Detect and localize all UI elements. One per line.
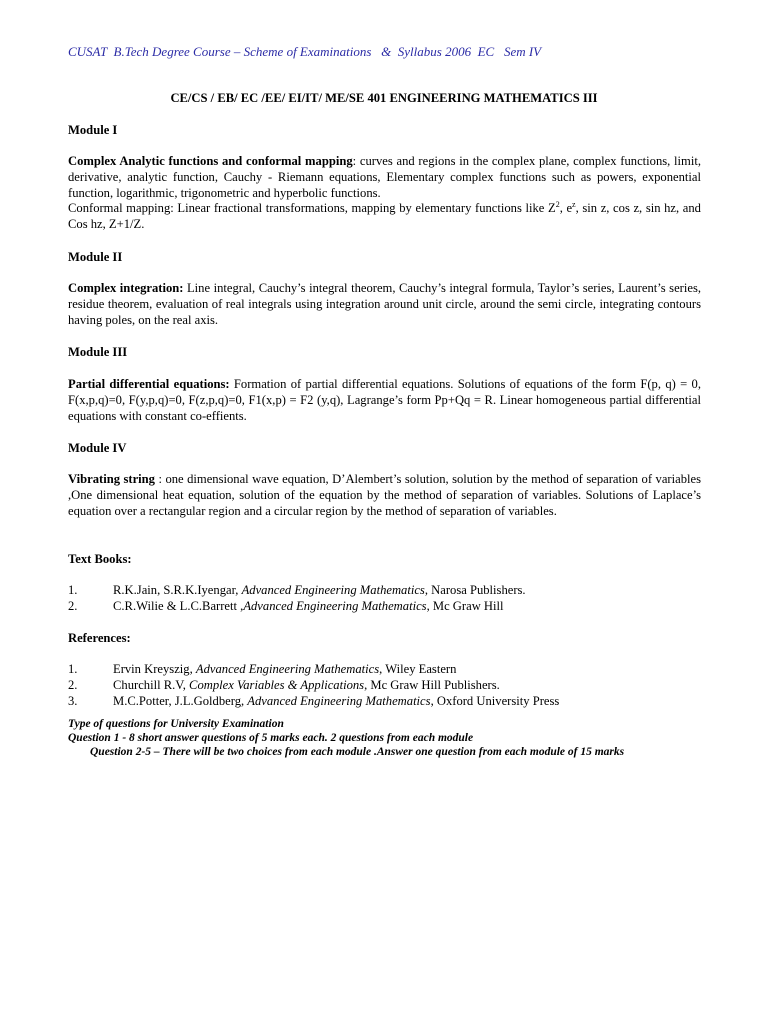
list-item — [68, 662, 701, 678]
module-2-heading: Module II — [68, 250, 123, 264]
exam-question-2-5: Question 2-5 – There will be two choices from each module .Answer one question from each module of 15 marks — [90, 746, 625, 758]
references-list — [68, 662, 701, 709]
list-item-number: 2. — [68, 598, 78, 613]
list-item-number: 1. — [68, 583, 78, 597]
text-books-list — [68, 583, 701, 615]
module-4-body — [68, 472, 701, 519]
module-1-sup-z: z — [572, 200, 576, 210]
module-2-topic: Complex integration: — [68, 281, 184, 295]
module-1-topic: Complex Analytic functions and conformal mapping — [68, 154, 353, 168]
list-item-number: 1. — [68, 662, 78, 676]
book-publisher: , Narosa Publishers. — [424, 583, 526, 597]
list-item — [68, 694, 701, 710]
book-title: Advanced Engineering Mathematics — [243, 598, 427, 613]
module-1-text: : curves and regions in the complex plane, complex functions, limit, derivative, analytic function, Cauchy - Riemann equations, Elementary complex functions such as powers, exponential function, logarithmic, trigonometric and hyperbolic functions. — [68, 154, 701, 200]
module-2-body — [68, 281, 701, 328]
exam-info — [68, 717, 748, 759]
list-item-body — [113, 662, 456, 678]
book-title: Complex Variables & Applications — [189, 677, 365, 692]
module-3-body — [68, 377, 701, 424]
list-item — [68, 678, 701, 694]
book-authors: R.K.Jain, S.R.K.Iyengar, — [113, 583, 242, 597]
list-item-body — [113, 694, 559, 710]
course-title: CE/CS / EB/ EC /EE/ EI/IT/ ME/SE 401 ENGINEERING MATHEMATICS III — [170, 91, 598, 105]
module-1-sup-2: 2 — [555, 200, 560, 210]
module-3-heading: Module III — [68, 345, 128, 359]
book-publisher: , Mc Graw Hill — [426, 598, 504, 613]
module-1-conformal-mid: , e — [559, 201, 573, 216]
book-title: Advanced Engineering Mathematics — [241, 583, 425, 597]
list-item-body — [113, 583, 526, 599]
book-authors: Ervin Kreyszig, — [113, 662, 196, 676]
list-item-body — [113, 678, 500, 694]
book-title: Advanced Engineering Mathematics — [195, 662, 380, 676]
book-authors: M.C.Potter, J.L.Goldberg, — [113, 693, 248, 708]
exam-question-1: Question 1 - 8 short answer questions of 5 marks each. 2 questions from each module — [68, 732, 474, 744]
book-publisher: , Oxford University Press — [430, 693, 560, 708]
module-1-heading: Module I — [68, 123, 118, 137]
module-3-topic: Partial differential equations: — [68, 377, 230, 391]
page-header: CUSAT B.Tech Degree Course – Scheme of Examinations & Syllabus 2006 EC Sem IV — [68, 44, 542, 59]
book-publisher: , Mc Graw Hill Publishers. — [364, 677, 500, 692]
book-authors: C.R.Wilie & L.C.Barrett , — [113, 598, 244, 613]
module-1-conformal-pre: Conformal mapping: Linear fractional transformations, mapping by elementary functions like Z — [68, 201, 556, 216]
list-item — [68, 599, 701, 615]
exam-type-line: Type of questions for University Examination — [68, 718, 284, 730]
module-2-text: Line integral, Cauchy’s integral theorem, Cauchy’s integral formula, Taylor’s series, Laurent’s series, residue theorem, evaluation of real integrals using integration around unit circle, around the semi circle, integrating contours having poles, on the real axis. — [68, 281, 701, 327]
list-item — [68, 583, 701, 599]
module-1-body — [68, 154, 701, 233]
book-title: Advanced Engineering Mathematics — [247, 693, 431, 708]
list-item-number: 3. — [68, 693, 78, 708]
module-4-text: : one dimensional wave equation, D’Alembert’s solution, solution by the method of separation of variables ,One dimensional heat equation, solution of the equation by the method of separation of variables. Solutions of Laplace’s equation over a rectangular region and a circular region by the method of separation of variables. — [68, 472, 701, 518]
list-item-number: 2. — [68, 677, 78, 692]
module-4-heading: Module IV — [68, 441, 127, 455]
book-publisher: , Wiley Eastern — [379, 662, 457, 676]
list-item-body — [113, 599, 504, 615]
module-4-topic: Vibrating string — [68, 472, 155, 486]
references-heading: References: — [68, 631, 131, 645]
module-3-text: Formation of partial differential equations. Solutions of equations of the form F(p, q) = 0, F(x,p,q)=0, F(y,p,q)=0, F(z,p,q)=0, F1(x,p) = F2 (y,q), Lagrange’s form Pp+Qq = R. Linear homogeneous partial differential equations with constant co-effients. — [68, 377, 701, 423]
book-authors: Churchill R.V, — [113, 677, 190, 692]
text-books-heading: Text Books: — [68, 552, 132, 566]
module-1-conformal-post: , sin z, cos z, sin hz, and Cos hz, Z+1/Z. — [68, 201, 701, 232]
